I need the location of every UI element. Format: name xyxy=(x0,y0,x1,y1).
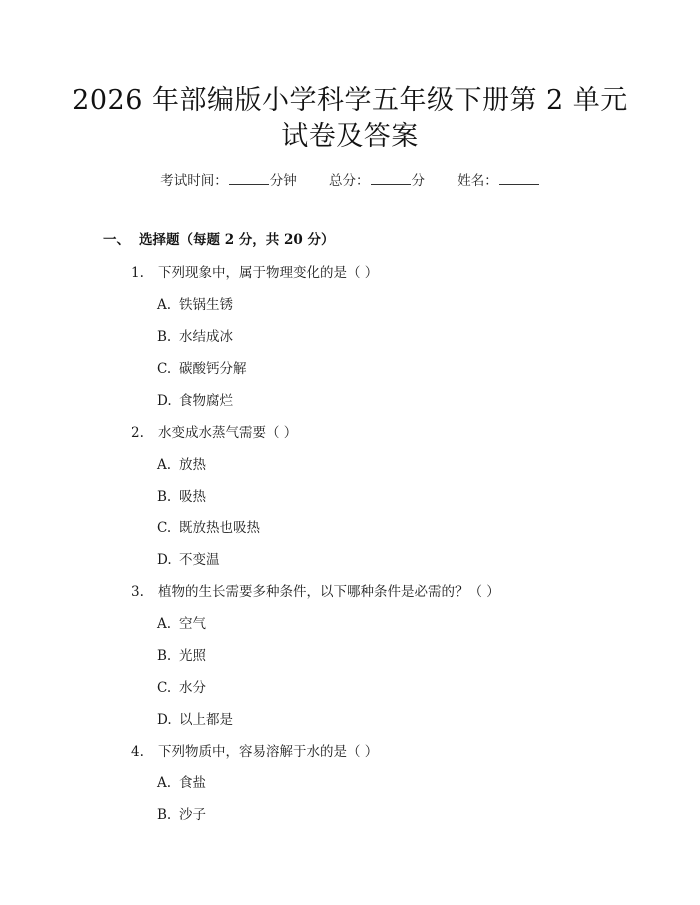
option-text: 放热 xyxy=(179,457,206,473)
option-letter: D. xyxy=(157,393,172,409)
option-text: 水结成冰 xyxy=(179,329,233,345)
option-text: 吸热 xyxy=(179,489,206,505)
option-text: 既放热也吸热 xyxy=(179,520,260,536)
question-1-option-a xyxy=(157,293,233,313)
option-text: 食物腐烂 xyxy=(179,393,233,409)
question-2 xyxy=(131,421,297,441)
section-title: 选择题（每题 2 分，共 20 分） xyxy=(139,232,335,248)
option-text: 空气 xyxy=(179,616,206,632)
option-text: 以上都是 xyxy=(179,712,233,728)
question-2-option-b xyxy=(157,485,206,505)
option-text: 沙子 xyxy=(179,807,206,823)
option-text: 碳酸钙分解 xyxy=(179,361,247,377)
option-letter: B. xyxy=(157,807,172,823)
question-3-option-d xyxy=(157,708,233,728)
option-letter: C. xyxy=(157,520,172,536)
question-1 xyxy=(131,261,378,281)
question-1-option-b xyxy=(157,325,233,345)
question-1-option-c xyxy=(157,357,247,377)
total-score-unit: 分 xyxy=(411,173,425,189)
option-text: 铁锅生锈 xyxy=(179,297,233,313)
exam-time-label: 考试时间： xyxy=(160,173,228,189)
student-name-blank xyxy=(499,172,539,185)
total-score-field xyxy=(329,169,425,189)
question-2-option-d xyxy=(157,548,220,568)
option-letter: A. xyxy=(157,297,172,313)
question-number: 3. xyxy=(131,584,144,600)
option-letter: C. xyxy=(157,680,172,696)
question-3-option-a xyxy=(157,612,206,632)
question-4-option-a xyxy=(157,771,206,791)
question-3-option-c xyxy=(157,676,206,696)
option-letter: C. xyxy=(157,361,172,377)
student-name-label: 姓名： xyxy=(457,173,498,189)
section-number: 一、 xyxy=(103,232,130,248)
student-name-field xyxy=(457,169,540,189)
section-heading xyxy=(103,228,334,248)
option-text: 不变温 xyxy=(179,552,220,568)
exam-time-blank xyxy=(229,172,269,185)
option-text: 水分 xyxy=(179,680,206,696)
question-text: 下列现象中，属于物理变化的是（ ） xyxy=(158,265,379,281)
exam-title-line-2: 试卷及答案 xyxy=(281,121,419,152)
question-number: 1. xyxy=(131,265,144,281)
option-letter: A. xyxy=(157,457,172,473)
exam-time-field xyxy=(160,169,297,189)
question-text: 下列物质中，容易溶解于水的是（ ） xyxy=(158,744,379,760)
option-letter: B. xyxy=(157,329,172,345)
question-3-option-b xyxy=(157,644,206,664)
option-letter: B. xyxy=(157,489,172,505)
option-letter: A. xyxy=(157,775,172,791)
option-text: 光照 xyxy=(179,648,206,664)
total-score-label: 总分： xyxy=(329,173,370,189)
question-1-option-d xyxy=(157,389,233,409)
question-4-option-b xyxy=(157,803,206,823)
question-3 xyxy=(131,580,500,600)
question-text: 植物的生长需要多种条件，以下哪种条件是必需的？（ ） xyxy=(158,584,500,600)
option-letter: A. xyxy=(157,616,172,632)
option-letter: D. xyxy=(157,712,172,728)
option-letter: B. xyxy=(157,648,172,664)
question-2-option-a xyxy=(157,453,206,473)
question-number: 2. xyxy=(131,425,144,441)
question-text: 水变成水蒸气需要（ ） xyxy=(158,425,298,441)
question-2-option-c xyxy=(157,516,260,536)
exam-title-line-1: 2026 年部编版小学科学五年级下册第 2 单元 xyxy=(72,85,628,116)
option-letter: D. xyxy=(157,552,172,568)
total-score-blank xyxy=(371,172,411,185)
question-number: 4. xyxy=(131,744,144,760)
question-4 xyxy=(131,740,378,760)
exam-time-unit: 分钟 xyxy=(269,173,297,189)
exam-info-row xyxy=(0,169,700,189)
option-text: 食盐 xyxy=(179,775,206,791)
